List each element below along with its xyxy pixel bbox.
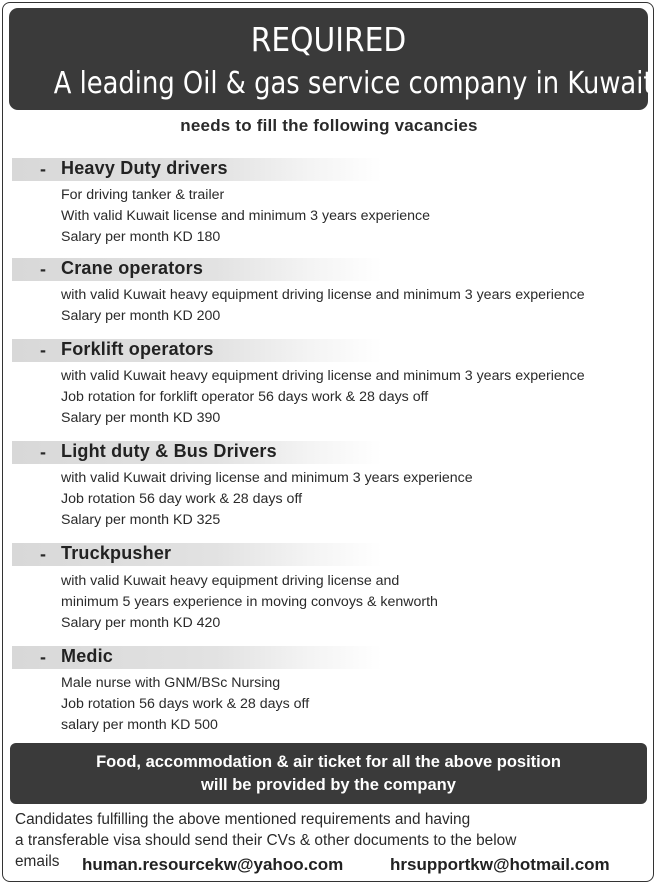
vacancy-title: Truckpusher	[61, 543, 172, 563]
vacancy-detail: minimum 5 years experience in moving convoys & kenworth	[61, 594, 438, 610]
bullet-dash: -	[40, 159, 46, 179]
header-title: REQUIRED	[250, 20, 407, 59]
vacancy-detail: Salary per month KD 420	[61, 615, 221, 631]
vacancy-title: Forklift operators	[61, 339, 214, 359]
footer-text: a transferable visa should send their CVs & other documents to the below	[15, 832, 517, 849]
bullet-dash: -	[40, 340, 46, 360]
vacancy-heading	[12, 258, 382, 281]
benefits-line: will be provided by the company	[201, 776, 456, 794]
bullet-dash: -	[40, 647, 46, 667]
vacancy-detail: salary per month KD 500	[61, 717, 218, 733]
vacancy-heading	[12, 339, 382, 362]
bullet-dash: -	[40, 544, 46, 564]
vacancy-detail: Salary per month KD 390	[61, 410, 221, 426]
benefits-banner	[10, 743, 647, 804]
vacancy-detail: with valid Kuwait heavy equipment driving license and minimum 3 years experience	[61, 368, 585, 384]
vacancy-detail: Job rotation 56 day work & 28 days off	[61, 491, 303, 507]
vacancy-title: Light duty & Bus Drivers	[61, 441, 277, 461]
vacancy-detail: For driving tanker & trailer	[61, 187, 225, 203]
vacancy-detail: with valid Kuwait heavy equipment driving license and	[61, 573, 400, 589]
vacancy-title: Medic	[61, 646, 114, 666]
vacancy-title: Crane operators	[61, 258, 204, 278]
header-banner	[9, 8, 654, 110]
vacancy-detail: Salary per month KD 325	[61, 512, 221, 528]
vacancy-detail: Salary per month KD 180	[61, 229, 221, 245]
email-link-hotmail[interactable]: hrsupportkw@hotmail.com	[390, 855, 610, 874]
vacancy-heading	[12, 646, 382, 669]
vacancy-detail: with valid Kuwait driving license and minimum 3 years experience	[61, 470, 473, 486]
bullet-dash: -	[40, 259, 46, 279]
vacancy-detail: Salary per month KD 200	[61, 308, 221, 324]
vacancy-heading	[12, 543, 382, 566]
footer-text: Candidates fulfilling the above mentioned requirements and having	[15, 811, 471, 828]
vacancy-detail: Job rotation 56 days work & 28 days off	[61, 696, 310, 712]
vacancy-detail: Male nurse with GNM/BSc Nursing	[61, 675, 281, 691]
bullet-dash: -	[40, 442, 46, 462]
header-subtitle: A leading Oil & gas service company in Kuwait	[53, 66, 654, 101]
intro-text: needs to fill the following vacancies	[180, 116, 478, 135]
vacancy-detail: With valid Kuwait license and minimum 3 years experience	[61, 208, 431, 224]
email-link-yahoo[interactable]: human.resourcekw@yahoo.com	[82, 855, 344, 874]
vacancy-detail: Job rotation for forklift operator 56 days work & 28 days off	[61, 389, 429, 405]
benefits-line: Food, accommodation & air ticket for all the above position	[96, 753, 561, 771]
vacancy-heading	[12, 441, 382, 464]
footer-text: emails	[15, 853, 60, 870]
vacancy-detail: with valid Kuwait heavy equipment driving license and minimum 3 years experience	[61, 287, 585, 303]
vacancy-heading	[12, 158, 382, 181]
vacancy-title: Heavy Duty drivers	[61, 158, 228, 178]
